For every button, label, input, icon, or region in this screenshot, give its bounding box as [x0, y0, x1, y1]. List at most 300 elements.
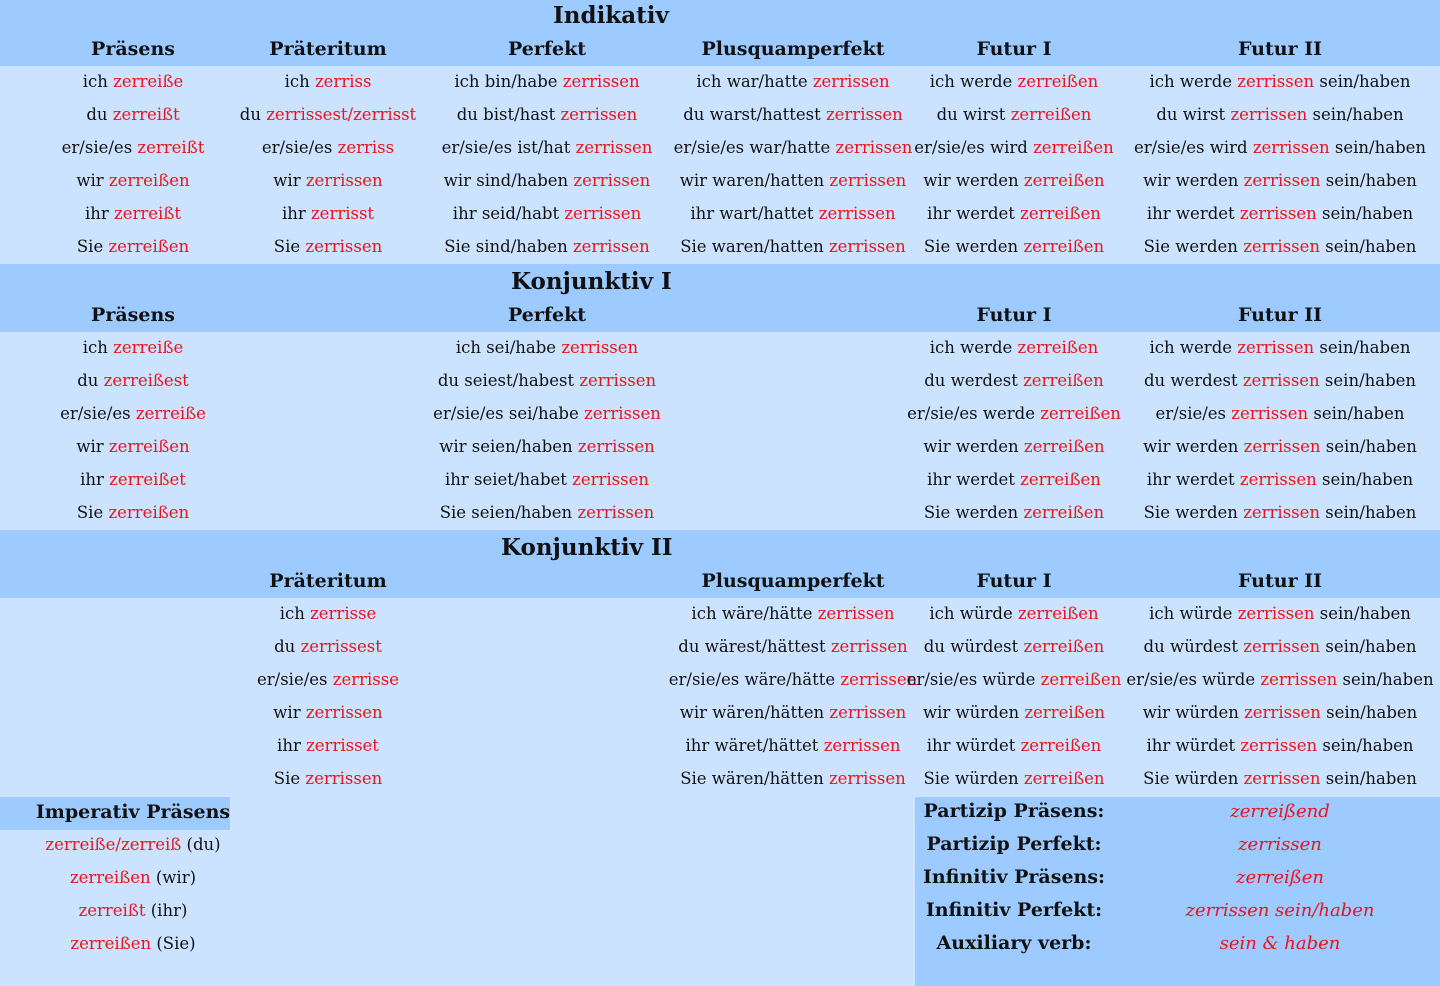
auxiliary-text: sein/haben: [1314, 338, 1411, 357]
pronoun-text: wir werden: [1143, 171, 1244, 190]
conjugation-cell: [680, 703, 907, 722]
verb-form: zerrissen: [1260, 670, 1338, 689]
section-title-konjunktiv-2: Konjunktiv II: [501, 534, 673, 561]
conjugation-cell: [680, 769, 906, 788]
verb-form: zerrissest/zerrisst: [266, 105, 417, 124]
pronoun-text: Sie werden: [923, 503, 1024, 522]
pronoun-text: Sie werden: [923, 237, 1024, 256]
conjugation-cell: [907, 404, 1121, 423]
verb-form: zerrissen: [1237, 338, 1315, 357]
pronoun-text: Sie: [273, 237, 306, 256]
pronoun-text: du bist/hast: [456, 105, 561, 124]
verb-form: zerrissen: [829, 703, 907, 722]
verb-form: zerrissen: [825, 105, 903, 124]
imperative-row: [0, 934, 266, 953]
verb-form: zerrissen: [1237, 604, 1315, 623]
participle-label: Auxiliary verb:: [936, 932, 1092, 954]
verb-form: zerreißen: [1040, 404, 1121, 423]
conjugation-cell: [439, 437, 655, 456]
conjugation-cell: [914, 138, 1114, 157]
column-header: Futur I: [976, 570, 1052, 592]
conjugation-cell: [1156, 404, 1405, 423]
pronoun-text: du: [274, 637, 301, 656]
conjugation-cell: [678, 637, 907, 656]
participle-value: sein & haben: [1219, 933, 1341, 954]
verb-form: zerreißen: [1010, 105, 1092, 124]
auxiliary-text: sein/haben: [1308, 404, 1405, 423]
verb-form: zerrissen: [1243, 769, 1321, 788]
pronoun-text: Sie würden: [923, 769, 1024, 788]
verb-form: zerreißen: [108, 171, 190, 190]
auxiliary-text: sein/haben: [1337, 670, 1434, 689]
conjugation-cell: [691, 604, 894, 623]
conjugation-cell: [76, 171, 189, 190]
conjugation-cell: [1150, 72, 1411, 91]
conjugation-cell: [924, 371, 1104, 390]
conjugation-cell: [927, 204, 1101, 223]
imperative-form: zerreißen: [70, 934, 152, 953]
conjugation-cell: [453, 204, 641, 223]
verb-form: zerreißen: [1017, 72, 1099, 91]
column-header: Perfekt: [507, 38, 587, 60]
conjugation-cell: [285, 72, 372, 91]
verb-form: zerreißen: [1023, 171, 1105, 190]
auxiliary-text: sein/haben: [1320, 237, 1417, 256]
verb-form: zerreißt: [114, 204, 181, 223]
participle-label: Infinitiv Präsens:: [922, 866, 1106, 888]
conjugation-cell: [683, 105, 903, 124]
participle-value: zerrissen sein/haben: [1185, 900, 1375, 921]
verb-form: zerrissen: [562, 72, 640, 91]
pronoun-text: Sie: [76, 237, 109, 256]
verb-form: zerreißen: [1023, 437, 1105, 456]
conjugation-cell: [80, 470, 186, 489]
column-header: Präsens: [91, 38, 175, 60]
pronoun-text: wir würden: [922, 703, 1025, 722]
verb-form: zerrissen: [1230, 105, 1308, 124]
pronoun-text: ihr: [85, 204, 115, 223]
verb-form: zerrissen: [1243, 237, 1321, 256]
verb-form: zerrissen: [1239, 204, 1317, 223]
pronoun-text: ich: [82, 338, 114, 357]
column-header: Präteritum: [269, 38, 387, 60]
pronoun-text: wir seien/haben: [439, 437, 578, 456]
column-header: Präsens: [91, 304, 175, 326]
verb-form: zerrissen: [818, 204, 896, 223]
verb-form: zerreißen: [1023, 503, 1105, 522]
verb-form: zerreißen: [1023, 769, 1105, 788]
pronoun-text: ihr wart/hattet: [690, 204, 819, 223]
column-header: Perfekt: [507, 304, 587, 326]
pronoun-text: ihr: [80, 470, 110, 489]
verb-form: zerrissen: [584, 404, 661, 423]
pronoun-text: ihr werdet: [927, 470, 1021, 489]
pronoun-text: Sie wären/hätten: [680, 769, 829, 788]
conjugation-cell: [240, 105, 416, 124]
verb-form: zerrissen: [1242, 371, 1320, 390]
imperative-row: [0, 901, 266, 920]
imperative-row: [0, 835, 266, 854]
pronoun-text: Sie sind/haben: [444, 237, 573, 256]
conjugation-cell: [440, 503, 655, 522]
verb-form: zerrissen: [564, 204, 642, 223]
conjugation-cell: [1143, 703, 1418, 722]
conjugation-cell: [680, 237, 906, 256]
imperative-pronoun: (du): [181, 835, 221, 854]
conjugation-cell: [923, 703, 1105, 722]
imperative-pronoun: (ihr): [145, 901, 188, 920]
auxiliary-text: sein/haben: [1320, 503, 1417, 522]
verb-form: zerreiße: [113, 338, 184, 357]
pronoun-text: Sie: [273, 769, 306, 788]
pronoun-text: Sie würden: [1143, 769, 1244, 788]
verb-form: zerreißen: [1024, 703, 1106, 722]
pronoun-text: ich: [82, 72, 114, 91]
pronoun-text: wir wären/hätten: [679, 703, 830, 722]
conjugation-cell: [60, 404, 206, 423]
conjugation-cell: [923, 437, 1104, 456]
imperative-pronoun: (Sie): [151, 934, 196, 953]
conjugation-cell: [445, 470, 649, 489]
conjugation-cell: [1134, 138, 1426, 157]
pronoun-text: ich: [284, 72, 315, 91]
auxiliary-text: sein/haben: [1307, 105, 1404, 124]
verb-form: zerrissen: [1243, 437, 1321, 456]
conjugation-cell: [280, 604, 377, 623]
verb-form: zerrissen: [560, 105, 638, 124]
conjugation-cell: [274, 237, 382, 256]
pronoun-text: wir waren/hatten: [679, 171, 830, 190]
verb-form: zerreißen: [1023, 237, 1105, 256]
conjugation-cell: [76, 437, 189, 456]
participle-value: zerreißend: [1230, 801, 1330, 822]
verb-form: zerrissen: [305, 769, 383, 788]
pronoun-text: er/sie/es war/hatte: [673, 138, 836, 157]
verb-form: zerreißen: [1020, 470, 1101, 489]
conjugation-cell: [674, 138, 913, 157]
verb-form: zerrissen: [1243, 171, 1321, 190]
conjugation-cell: [923, 171, 1104, 190]
conjugation-cell: [1147, 470, 1413, 489]
pronoun-text: er/sie/es wird: [914, 138, 1034, 157]
pronoun-text: wir: [273, 171, 306, 190]
verb-form: zerrissen: [577, 503, 655, 522]
pronoun-text: ihr würdet: [926, 736, 1021, 755]
section-title-indikativ: Indikativ: [553, 2, 669, 29]
conjugation-cell: [433, 404, 661, 423]
verb-form: zerrissen: [830, 637, 908, 656]
verb-form: zerreißen: [108, 237, 190, 256]
pronoun-text: wir sind/haben: [443, 171, 574, 190]
conjugation-cell: [85, 204, 181, 223]
column-header: Plusquamperfekt: [701, 570, 885, 592]
verb-form: zerrissen: [812, 72, 890, 91]
pronoun-text: ich wäre/hätte: [691, 604, 818, 623]
column-header: Futur II: [1238, 304, 1322, 326]
verb-form: zerreiße: [113, 72, 184, 91]
pronoun-text: Sie: [76, 503, 109, 522]
pronoun-text: ich werde: [929, 338, 1018, 357]
conjugation-cell: [1144, 503, 1417, 522]
verb-form: zerreißen: [1023, 637, 1105, 656]
pronoun-text: wir werden: [1143, 437, 1244, 456]
pronoun-text: du: [77, 371, 104, 390]
imperative-form: zerreiße/zerreiß: [45, 835, 182, 854]
conjugation-cell: [923, 769, 1104, 788]
pronoun-text: ihr werdet: [927, 204, 1021, 223]
column-header: Präteritum: [269, 570, 387, 592]
verb-form: zerreißest: [103, 371, 189, 390]
conjugation-cell: [1143, 171, 1417, 190]
pronoun-text: ihr wäret/hättet: [685, 736, 824, 755]
verb-form: zerrissen: [572, 237, 650, 256]
conjugation-cell: [1143, 769, 1417, 788]
pronoun-text: wir würden: [1142, 703, 1245, 722]
verb-form: zerriss: [314, 72, 372, 91]
conjugation-cell: [257, 670, 399, 689]
conjugation-cell: [930, 72, 1098, 91]
conjugation-cell: [669, 670, 918, 689]
verb-form: zerrissen: [577, 437, 655, 456]
auxiliary-text: sein/haben: [1317, 736, 1414, 755]
pronoun-text: er/sie/es: [257, 670, 333, 689]
conjugation-cell: [1143, 437, 1417, 456]
verb-form: zerrissen: [840, 670, 918, 689]
participle-value: zerrissen: [1238, 834, 1322, 855]
conjugation-cell: [282, 204, 374, 223]
verb-form: zerrisse: [332, 670, 399, 689]
pronoun-text: du würdest: [1143, 637, 1244, 656]
conjugation-cell: [680, 171, 907, 190]
imperative-form: zerreißt: [78, 901, 146, 920]
verb-form: zerreißen: [1017, 338, 1099, 357]
conjugation-cell: [1150, 338, 1411, 357]
pronoun-text: ihr seid/habt: [452, 204, 565, 223]
verb-form: zerrissen: [1240, 736, 1318, 755]
verb-form: zerrissen: [305, 171, 383, 190]
pronoun-text: ich würde: [1149, 604, 1238, 623]
column-header: Futur I: [976, 38, 1052, 60]
conjugation-cell: [1147, 204, 1413, 223]
pronoun-text: er/sie/es wird: [1133, 138, 1253, 157]
column-header: Futur II: [1238, 38, 1322, 60]
pronoun-text: du werdest: [924, 371, 1024, 390]
conjugation-cell: [690, 204, 895, 223]
imperative-title: Imperativ Präsens: [35, 801, 231, 823]
pronoun-text: er/sie/es: [261, 138, 338, 157]
verb-form: zerrissen: [1252, 138, 1330, 157]
verb-form: zerrissen: [1239, 470, 1317, 489]
conjugation-cell: [262, 138, 394, 157]
conjugation-cell: [1144, 237, 1417, 256]
conjugation-cell: [1126, 670, 1433, 689]
conjugation-cell: [1144, 637, 1417, 656]
verb-form: zerrissen: [1237, 72, 1315, 91]
conjugation-cell: [1144, 371, 1416, 390]
conjugation-cell: [685, 736, 900, 755]
conjugation-cell: [444, 171, 651, 190]
conjugation-cell: [442, 138, 653, 157]
pronoun-text: wir: [76, 171, 109, 190]
pronoun-text: ihr werdet: [1146, 470, 1240, 489]
verb-form: zerrissen: [579, 371, 657, 390]
verb-form: zerreißen: [108, 437, 190, 456]
column-header: Futur II: [1238, 570, 1322, 592]
imperative-form: zerreißen: [69, 868, 151, 887]
verb-form: zerriss: [337, 138, 395, 157]
verb-form: zerrissen: [573, 171, 651, 190]
pronoun-text: er/sie/es werde: [907, 404, 1041, 423]
conjugation-cell: [924, 237, 1104, 256]
verb-form: zerreißen: [1040, 670, 1122, 689]
verb-form: zerrissen: [561, 338, 639, 357]
pronoun-text: ich werde: [929, 72, 1018, 91]
pronoun-text: ihr würdet: [1146, 736, 1241, 755]
pronoun-text: Sie waren/hatten: [680, 237, 829, 256]
conjugation-cell: [1149, 604, 1411, 623]
verb-form: zerrissest: [300, 637, 382, 656]
auxiliary-text: sein/haben: [1320, 703, 1418, 722]
verb-form: zerreißt: [137, 138, 205, 157]
pronoun-text: er/sie/es: [61, 138, 138, 157]
conjugation-cell: [77, 503, 189, 522]
pronoun-text: er/sie/es würde: [1126, 670, 1261, 689]
pronoun-text: ich würde: [929, 604, 1018, 623]
pronoun-text: er/sie/es sei/habe: [433, 404, 585, 423]
pronoun-text: du wärest/hättest: [678, 637, 831, 656]
pronoun-text: du wirst: [936, 105, 1011, 124]
auxiliary-text: sein/haben: [1320, 637, 1417, 656]
conjugation-cell: [457, 105, 638, 124]
pronoun-text: Sie werden: [1143, 237, 1244, 256]
conjugation-cell: [86, 105, 179, 124]
participle-value: zerreißen: [1235, 867, 1325, 888]
verb-form: zerreiße: [135, 404, 206, 423]
verb-form: zerreißen: [108, 503, 190, 522]
pronoun-text: ich bin/habe: [454, 72, 563, 91]
column-header: Plusquamperfekt: [701, 38, 885, 60]
auxiliary-text: sein/haben: [1314, 604, 1411, 623]
pronoun-text: ich werde: [1149, 72, 1238, 91]
auxiliary-text: sein/haben: [1329, 138, 1427, 157]
participle-label: Partizip Präsens:: [923, 800, 1105, 822]
verb-form: zerreißen: [1020, 204, 1101, 223]
verb-form: zerrissen: [828, 237, 906, 256]
verb-form: zerrissen: [823, 736, 901, 755]
pronoun-text: ihr seiet/habet: [444, 470, 573, 489]
conjugation-cell: [62, 138, 205, 157]
pronoun-text: du warst/hattest: [683, 105, 826, 124]
pronoun-text: ihr: [281, 204, 311, 223]
pronoun-text: ich sei/habe: [455, 338, 562, 357]
participle-panel: [915, 797, 1440, 986]
verb-form: zerrissen: [828, 769, 906, 788]
conjugation-cell: [456, 338, 638, 357]
conjugation-cell: [83, 338, 183, 357]
verb-form: zerreißen: [1020, 736, 1102, 755]
conjugation-cell: [929, 604, 1098, 623]
auxiliary-text: sein/haben: [1320, 171, 1417, 190]
verb-form: zerrissen: [1243, 503, 1321, 522]
conjugation-cell: [930, 338, 1098, 357]
pronoun-text: ihr: [277, 736, 307, 755]
verb-form: zerrisst: [310, 204, 375, 223]
pronoun-text: Sie seien/haben: [439, 503, 578, 522]
conjugation-cell: [77, 237, 189, 256]
participle-label: Partizip Perfekt:: [926, 833, 1102, 855]
conjugation-cell: [277, 736, 379, 755]
pronoun-text: ihr werdet: [1146, 204, 1240, 223]
conjugation-cell: [438, 371, 656, 390]
conjugation-cell: [77, 371, 189, 390]
pronoun-text: du: [86, 105, 113, 124]
pronoun-text: er/sie/es: [1155, 404, 1232, 423]
conjugation-cell: [1146, 736, 1413, 755]
pronoun-text: Sie werden: [1143, 503, 1244, 522]
verb-form: zerreißet: [109, 470, 186, 489]
pronoun-text: wir werden: [923, 171, 1024, 190]
conjugation-cell: [924, 503, 1104, 522]
verb-form: zerreißt: [112, 105, 180, 124]
conjugation-cell: [273, 171, 382, 190]
conjugation-cell: [274, 637, 382, 656]
verb-form: zerrissen: [835, 138, 913, 157]
conjugation-cell: [454, 72, 639, 91]
conjugation-cell: [274, 769, 382, 788]
pronoun-text: ich war/hatte: [696, 72, 813, 91]
verb-form: zerrisse: [310, 604, 377, 623]
verb-form: zerrissen: [572, 470, 650, 489]
auxiliary-text: sein/haben: [1320, 437, 1417, 456]
auxiliary-text: sein/haben: [1314, 72, 1411, 91]
verb-form: zerrissen: [817, 604, 895, 623]
verb-form: zerreißen: [1023, 371, 1104, 390]
conjugation-cell: [273, 703, 382, 722]
conjugation-cell: [937, 105, 1092, 124]
verb-form: zerreißen: [1017, 604, 1099, 623]
pronoun-text: wir: [273, 703, 306, 722]
pronoun-text: er/sie/es: [60, 404, 136, 423]
pronoun-text: er/sie/es ist/hat: [441, 138, 576, 157]
conjugation-cell: [907, 670, 1122, 689]
verb-form: zerrissen: [1231, 404, 1309, 423]
section-title-konjunktiv-1: Konjunktiv I: [511, 268, 672, 295]
verb-form: zerrissen: [305, 703, 383, 722]
verb-form: zerrissen: [1243, 637, 1321, 656]
pronoun-text: du: [239, 105, 267, 124]
auxiliary-text: sein/haben: [1316, 204, 1414, 223]
auxiliary-text: sein/haben: [1316, 470, 1414, 489]
pronoun-text: wir: [76, 437, 109, 456]
column-header: Futur I: [976, 304, 1052, 326]
verb-form: zerrissen: [1244, 703, 1321, 722]
pronoun-text: er/sie/es wäre/hätte: [668, 670, 841, 689]
pronoun-text: wir werden: [923, 437, 1024, 456]
auxiliary-text: sein/haben: [1319, 371, 1417, 390]
pronoun-text: du würdest: [923, 637, 1024, 656]
pronoun-text: du wirst: [1156, 105, 1231, 124]
verb-form: zerreißen: [1033, 138, 1114, 157]
pronoun-text: ich werde: [1149, 338, 1238, 357]
pronoun-text: er/sie/es würde: [906, 670, 1041, 689]
pronoun-text: du werdest: [1143, 371, 1243, 390]
conjugation-cell: [927, 736, 1102, 755]
imperative-pronoun: (wir): [150, 868, 197, 887]
verb-form: zerrisset: [306, 736, 379, 755]
conjugation-cell: [696, 72, 889, 91]
conjugation-cell: [1156, 105, 1403, 124]
pronoun-text: du seiest/habest: [437, 371, 580, 390]
